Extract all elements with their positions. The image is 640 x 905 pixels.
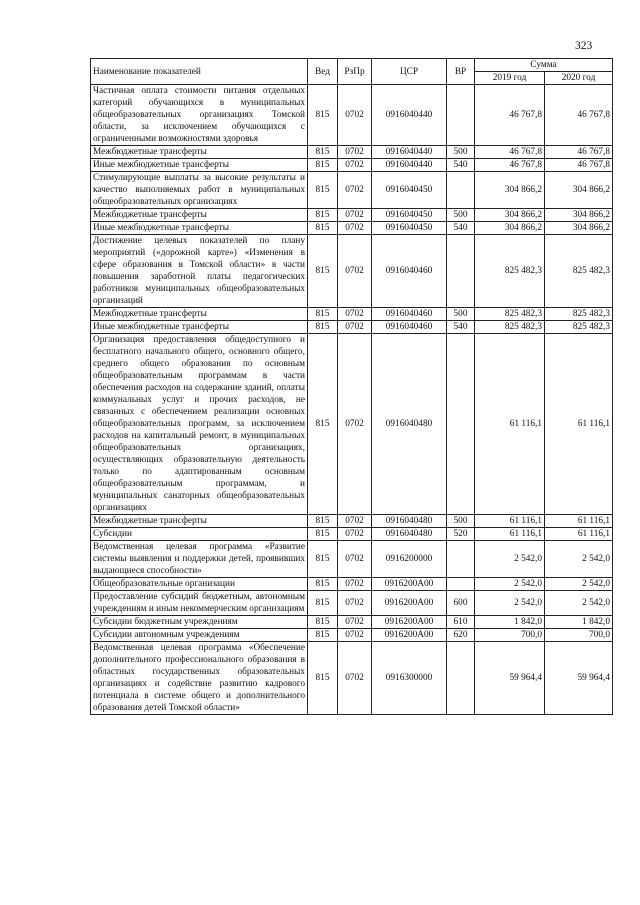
header-row (91, 59, 613, 72)
header-ved: Вед (308, 59, 338, 85)
row-rzpr: 0702 (338, 235, 372, 308)
row-ved: 815 (308, 528, 338, 541)
row-ved: 815 (308, 146, 338, 159)
row-amount-2019: 61 116,1 (475, 515, 545, 528)
row-csr: 0916040480 (372, 515, 447, 528)
row-rzpr: 0702 (338, 172, 372, 209)
row-csr: 0916040440 (372, 85, 447, 146)
row-ved: 815 (308, 578, 338, 591)
row-csr: 0916040450 (372, 209, 447, 222)
table-row (91, 85, 613, 146)
row-ved: 815 (308, 515, 338, 528)
row-amount-2019: 1 842,0 (475, 616, 545, 629)
table-row (91, 616, 613, 629)
row-name: Субсидии (91, 528, 308, 541)
row-amount-2019: 304 866,2 (475, 209, 545, 222)
row-amount-2020: 825 482,3 (545, 235, 613, 308)
row-amount-2020: 2 542,0 (545, 578, 613, 591)
header-sum: Сумма (475, 59, 613, 72)
row-rzpr: 0702 (338, 159, 372, 172)
row-ved: 815 (308, 172, 338, 209)
row-ved: 815 (308, 334, 338, 515)
row-rzpr: 0702 (338, 146, 372, 159)
row-amount-2019: 59 964,4 (475, 642, 545, 715)
row-amount-2019: 825 482,3 (475, 321, 545, 334)
row-rzpr: 0702 (338, 578, 372, 591)
row-amount-2020: 46 767,8 (545, 159, 613, 172)
row-name: Иные межбюджетные трансферты (91, 159, 308, 172)
row-ved: 815 (308, 642, 338, 715)
row-rzpr: 0702 (338, 334, 372, 515)
row-name: Предоставление субсидий бюджетным, автономным учреждениям и иным некоммерческим организациям (91, 591, 308, 616)
row-ved: 815 (308, 541, 338, 578)
row-rzpr: 0702 (338, 209, 372, 222)
header-vr: ВР (447, 59, 475, 85)
table-row (91, 629, 613, 642)
row-amount-2020: 1 842,0 (545, 616, 613, 629)
row-ved: 815 (308, 159, 338, 172)
row-csr: 0916040440 (372, 159, 447, 172)
row-amount-2020: 304 866,2 (545, 209, 613, 222)
row-name: Субсидии автономным учреждениям (91, 629, 308, 642)
table-body (91, 85, 613, 715)
table-row (91, 642, 613, 715)
row-amount-2019: 46 767,8 (475, 146, 545, 159)
row-name: Организация предоставления общедоступного и бесплатного начального общего, основного общего, среднего общего образования по основным общеобразовательным программам в части обеспечения расходов на содержание зданий, оплаты коммунальных услуг и прочих расходов, не связанных с обеспечением реализации основных общеобразовательных программ, за исключением расходов на капитальный ремонт, в муниципальных общеобразовательных организациях, осуществляющих образовательную деятельность только по адаптированным основным общеобразовательным программам, и муниципальных санаторных общеобразовательных организациях (91, 334, 308, 515)
row-vr: 540 (447, 222, 475, 235)
row-csr: 0916200000 (372, 541, 447, 578)
header-name: Наименование показателей (91, 59, 308, 85)
row-csr: 0916040450 (372, 222, 447, 235)
header-year-2020: 2020 год (545, 72, 613, 85)
row-vr: 620 (447, 629, 475, 642)
row-csr: 0916040460 (372, 308, 447, 321)
table-row (91, 578, 613, 591)
row-vr (447, 578, 475, 591)
row-name: Ведомственная целевая программа «Обеспечение дополнительного профессионального образования в областных государственных образовательных организациях и содействие развитию кадрового потенциала в системе общего и дополнительного образования детей Томской области» (91, 642, 308, 715)
row-rzpr: 0702 (338, 591, 372, 616)
row-name: Межбюджетные трансферты (91, 209, 308, 222)
table-row (91, 222, 613, 235)
row-csr: 0916200А00 (372, 591, 447, 616)
row-vr: 500 (447, 515, 475, 528)
row-rzpr: 0702 (338, 642, 372, 715)
row-vr (447, 85, 475, 146)
table-row (91, 159, 613, 172)
row-vr (447, 541, 475, 578)
row-csr: 0916200А00 (372, 578, 447, 591)
row-csr: 0916040450 (372, 172, 447, 209)
row-amount-2019: 825 482,3 (475, 308, 545, 321)
row-ved: 815 (308, 308, 338, 321)
row-vr: 500 (447, 209, 475, 222)
row-amount-2019: 61 116,1 (475, 334, 545, 515)
row-vr: 500 (447, 308, 475, 321)
row-amount-2020: 2 542,0 (545, 541, 613, 578)
row-name: Общеобразовательные организации (91, 578, 308, 591)
row-rzpr: 0702 (338, 222, 372, 235)
row-amount-2019: 2 542,0 (475, 591, 545, 616)
row-name: Межбюджетные трансферты (91, 308, 308, 321)
page-number: 323 (575, 40, 593, 52)
row-vr (447, 334, 475, 515)
table-row (91, 172, 613, 209)
row-name: Межбюджетные трансферты (91, 146, 308, 159)
table-row (91, 591, 613, 616)
table-row (91, 321, 613, 334)
row-vr (447, 172, 475, 209)
row-name: Стимулирующие выплаты за высокие результаты и качество выполняемых работ в муниципальных общеобразовательных организациях (91, 172, 308, 209)
row-amount-2019: 2 542,0 (475, 541, 545, 578)
budget-table (90, 58, 613, 715)
row-vr: 500 (447, 146, 475, 159)
row-amount-2019: 304 866,2 (475, 172, 545, 209)
table-row (91, 515, 613, 528)
row-ved: 815 (308, 222, 338, 235)
row-rzpr: 0702 (338, 85, 372, 146)
row-rzpr: 0702 (338, 321, 372, 334)
row-vr: 540 (447, 321, 475, 334)
row-csr: 0916200А00 (372, 629, 447, 642)
row-amount-2019: 61 116,1 (475, 528, 545, 541)
row-ved: 815 (308, 616, 338, 629)
row-vr: 520 (447, 528, 475, 541)
row-vr (447, 642, 475, 715)
row-vr: 540 (447, 159, 475, 172)
row-csr: 0916040480 (372, 334, 447, 515)
row-name: Достижение целевых показателей по плану мероприятий («дорожной карте») «Изменения в сфере образования в Томской области» в части повышения заработной платы педагогических работников муниципальных общеобразовательных организаций (91, 235, 308, 308)
row-amount-2019: 304 866,2 (475, 222, 545, 235)
table-row (91, 209, 613, 222)
row-rzpr: 0702 (338, 308, 372, 321)
row-amount-2019: 825 482,3 (475, 235, 545, 308)
row-name: Частичная оплата стоимости питания отдельных категорий обучающихся в муниципальных общеобразовательных организациях Томской области, за исключением обучающихся с ограниченными возможностями здоровья (91, 85, 308, 146)
row-amount-2019: 700,0 (475, 629, 545, 642)
row-amount-2020: 304 866,2 (545, 222, 613, 235)
table-row (91, 235, 613, 308)
row-amount-2020: 825 482,3 (545, 308, 613, 321)
row-ved: 815 (308, 629, 338, 642)
table-row (91, 308, 613, 321)
row-ved: 815 (308, 85, 338, 146)
table-row (91, 541, 613, 578)
row-amount-2020: 304 866,2 (545, 172, 613, 209)
table-row (91, 334, 613, 515)
row-name: Межбюджетные трансферты (91, 515, 308, 528)
row-vr: 610 (447, 616, 475, 629)
row-ved: 815 (308, 209, 338, 222)
row-name: Субсидии бюджетным учреждениям (91, 616, 308, 629)
row-amount-2020: 46 767,8 (545, 85, 613, 146)
header-rzpr: РзПр (338, 59, 372, 85)
row-amount-2020: 46 767,8 (545, 146, 613, 159)
row-amount-2019: 46 767,8 (475, 85, 545, 146)
row-name: Ведомственная целевая программа «Развитие системы выявления и поддержки детей, проявивших выдающиеся способности» (91, 541, 308, 578)
row-amount-2020: 61 116,1 (545, 528, 613, 541)
row-csr: 0916200А00 (372, 616, 447, 629)
row-amount-2020: 61 116,1 (545, 334, 613, 515)
row-amount-2020: 59 964,4 (545, 642, 613, 715)
row-csr: 0916040460 (372, 235, 447, 308)
row-amount-2020: 61 116,1 (545, 515, 613, 528)
row-rzpr: 0702 (338, 616, 372, 629)
row-rzpr: 0702 (338, 541, 372, 578)
row-name: Иные межбюджетные трансферты (91, 222, 308, 235)
row-amount-2020: 2 542,0 (545, 591, 613, 616)
row-amount-2019: 46 767,8 (475, 159, 545, 172)
row-csr: 0916040460 (372, 321, 447, 334)
table-row (91, 146, 613, 159)
header-year-2019: 2019 год (475, 72, 545, 85)
row-ved: 815 (308, 235, 338, 308)
row-ved: 815 (308, 591, 338, 616)
row-amount-2020: 825 482,3 (545, 321, 613, 334)
row-rzpr: 0702 (338, 528, 372, 541)
row-rzpr: 0702 (338, 629, 372, 642)
table-row (91, 528, 613, 541)
row-csr: 0916040480 (372, 528, 447, 541)
row-name: Иные межбюджетные трансферты (91, 321, 308, 334)
row-vr (447, 235, 475, 308)
row-amount-2020: 700,0 (545, 629, 613, 642)
header-csr: ЦСР (372, 59, 447, 85)
row-csr: 0916040440 (372, 146, 447, 159)
row-amount-2019: 2 542,0 (475, 578, 545, 591)
row-ved: 815 (308, 321, 338, 334)
row-csr: 0916300000 (372, 642, 447, 715)
row-rzpr: 0702 (338, 515, 372, 528)
row-vr: 600 (447, 591, 475, 616)
